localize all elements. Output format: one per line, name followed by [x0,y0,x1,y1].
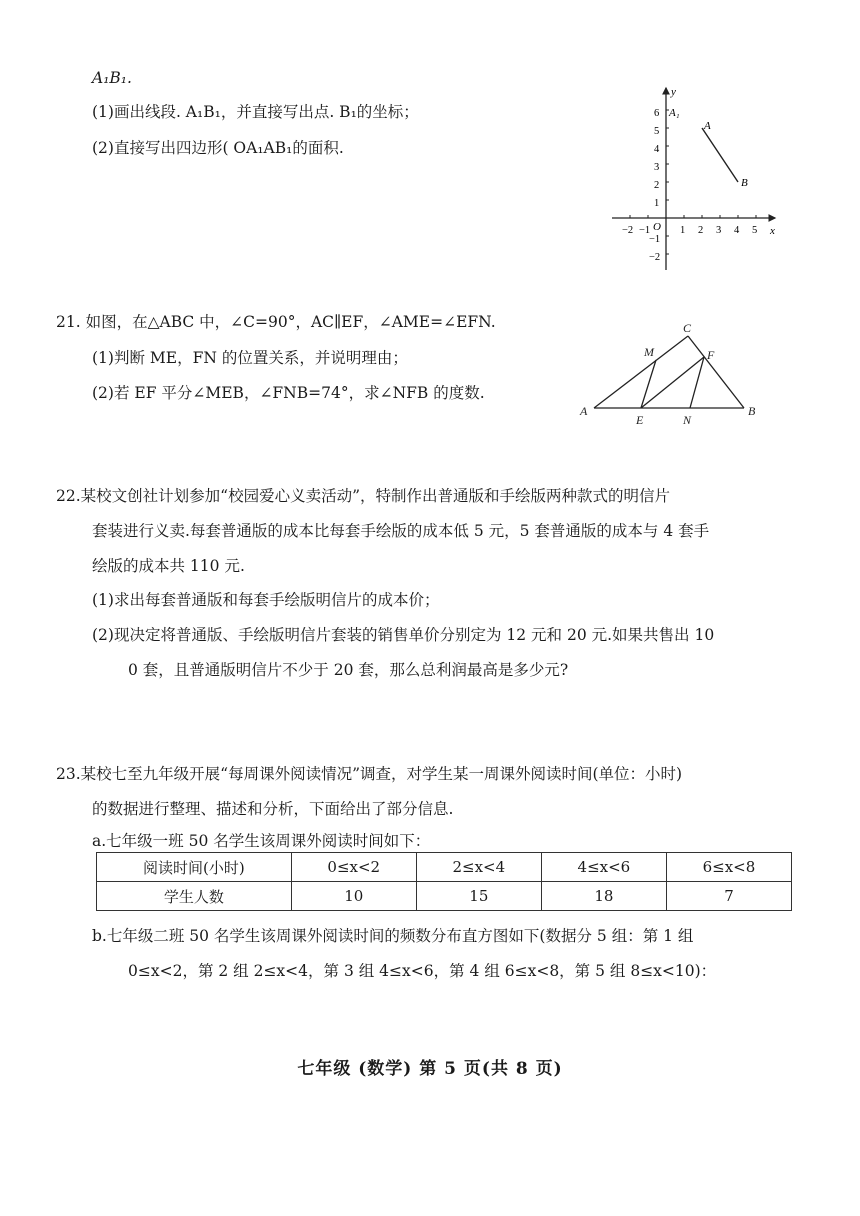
label-C: C [683,321,692,335]
y-axis-label: y [671,86,676,98]
table-cell: 阅读时间(小时) [97,853,292,882]
table-cell: 4≤x<6 [541,853,666,882]
x-tick-labels [622,225,757,236]
segment-AB [702,128,738,182]
y-tick-3: 3 [654,162,660,173]
q22-part2b: 0 套，且普通版明信片不少于 20 套，那么总利润最高是多少元? [128,661,569,679]
line-ME [641,360,656,408]
line-FN [690,357,704,408]
label-B: B [748,404,756,418]
x-tick-4: 4 [734,225,740,236]
x-tick-5: 5 [752,225,758,236]
y-tick-labels [649,108,660,263]
y-tick-6: 6 [654,108,660,119]
y-tick-neg2: −2 [649,252,661,263]
point-B-label: B [741,177,748,189]
y-tick-5: 5 [654,126,660,137]
q21-triangle-figure [574,318,766,432]
line-CB [688,336,744,408]
q21-part1: (1)判断 ME，FN 的位置关系，并说明理由； [92,349,408,367]
origin-label: O [653,221,661,233]
table-cell: 10 [291,882,416,911]
q20-part2: (2)直接写出四边形( OA₁AB₁的面积. [92,139,344,157]
line-AC [594,336,688,408]
x-tick-1: 1 [680,225,686,236]
q22-part1: (1)求出每套普通版和每套手绘版明信片的成本价； [92,591,440,609]
table-cell: 15 [416,882,541,911]
q22-line2: 套装进行义卖.每套普通版的成本比每套手绘版的成本低 5 元，5 套普通版的成本与 4 套手 [92,522,710,540]
y-tick-neg1: −1 [649,234,661,245]
x-axis-label: x [770,225,775,237]
table-row [97,882,792,911]
label-F: F [707,348,715,362]
q21-part2: (2)若 EF 平分∠MEB，∠FNB=74°，求∠NFB 的度数. [92,384,485,402]
q23-line2: 的数据进行整理、描述和分析，下面给出了部分信息. [92,800,454,818]
q22-line3: 绘版的成本共 110 元. [92,557,245,575]
x-tick-neg2: −2 [622,225,634,236]
q22-part2a: (2)现决定将普通版、手绘版明信片套装的销售单价分别定为 12 元和 20 元.如果共售出 10 [92,626,715,644]
q21-stem: 21. 如图，在△ABC 中，∠C=90°，AC∥EF，∠AME=∠EFN. [56,313,496,331]
label-E: E [636,413,644,427]
q22-line1: 22.某校文创社计划参加“校园爱心义卖活动”，特制作出普通版和手绘版两种款式的明信片 [56,487,671,505]
reading-time-table [96,852,792,911]
label-N: N [683,413,692,427]
q20-part1: (1)画出线段. A₁B₁，并直接写出点. B₁的坐标； [92,103,419,121]
table-cell: 2≤x<4 [416,853,541,882]
y-tick-1: 1 [654,198,660,209]
y-tick-4: 4 [654,144,660,155]
table-cell: 6≤x<8 [666,853,791,882]
point-A1-label: A₁ [669,107,680,119]
q23-b-line1: b.七年级二班 50 名学生该周课外阅读时间的频数分布直方图如下(数据分 5 组：第 1 组 [92,927,694,945]
point-A-label: A [704,120,711,132]
table-cell: 0≤x<2 [291,853,416,882]
label-M: M [644,345,654,359]
x-tick-2: 2 [698,225,704,236]
table-cell: 18 [541,882,666,911]
q23-a-text: a.七年级一班 50 名学生该周课外阅读时间如下： [92,832,431,850]
q20-coordinate-graph [610,82,790,277]
q20-fragment: A₁B₁. [92,69,132,87]
y-tick-2: 2 [654,180,660,191]
table-cell: 7 [666,882,791,911]
x-tick-neg1: −1 [639,225,651,236]
q23-line1: 23.某校七至九年级开展“每周课外阅读情况”调查，对学生某一周课外阅读时间(单位：小时) [56,765,683,783]
page-footer: 七年级 (数学) 第 5 页(共 8 页) [297,1059,563,1079]
table-row [97,853,792,882]
q23-b-line2: 0≤x<2，第 2 组 2≤x<4，第 3 组 4≤x<6，第 4 组 6≤x<8，第 5 组 8≤x<10)： [128,962,717,980]
x-tick-3: 3 [716,225,722,236]
table-cell: 学生人数 [97,882,292,911]
label-A: A [580,404,588,418]
